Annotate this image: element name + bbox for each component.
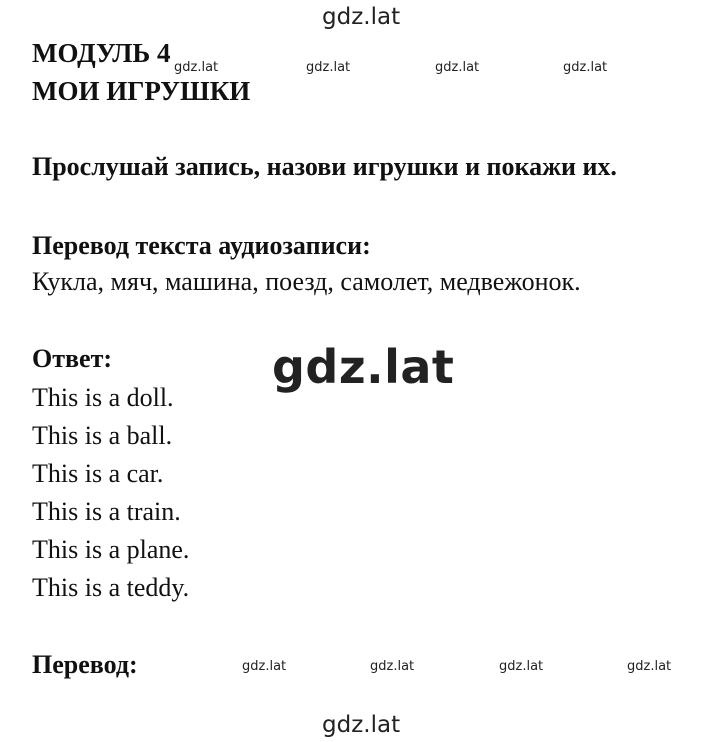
module-number: МОДУЛЬ 4 [32,38,171,68]
watermark-small: gdz.lat [499,659,544,674]
watermark-small: gdz.lat [627,659,672,674]
answer-line: This is a ball. [32,421,173,450]
translation-text: Кукла, мяч, машина, поезд, самолет, медвежонок. [32,267,581,296]
answer-line: This is a teddy. [32,573,190,602]
watermark-small: gdz.lat [174,60,219,75]
module-title: МОИ ИГРУШКИ [32,76,251,106]
answer-line: This is a plane. [32,535,190,564]
answer-line: This is a car. [32,459,164,488]
answer-heading: Ответ: [32,344,113,373]
watermark-small: gdz.lat [435,60,480,75]
watermark-small: gdz.lat [242,659,287,674]
translation-heading: Перевод текста аудиозаписи: [32,231,371,260]
watermark-large: gdz.lat [272,340,455,394]
watermark-top: gdz.lat [322,4,401,30]
watermark-small: gdz.lat [370,659,415,674]
watermark-small: gdz.lat [563,60,608,75]
footer-heading: Перевод: [32,650,138,679]
answer-line: This is a doll. [32,383,174,412]
watermark-bottom: gdz.lat [322,712,401,738]
task-instruction: Прослушай запись, назови игрушки и покажи их. [32,152,617,181]
answer-line: This is a train. [32,497,181,526]
watermark-small: gdz.lat [306,60,351,75]
